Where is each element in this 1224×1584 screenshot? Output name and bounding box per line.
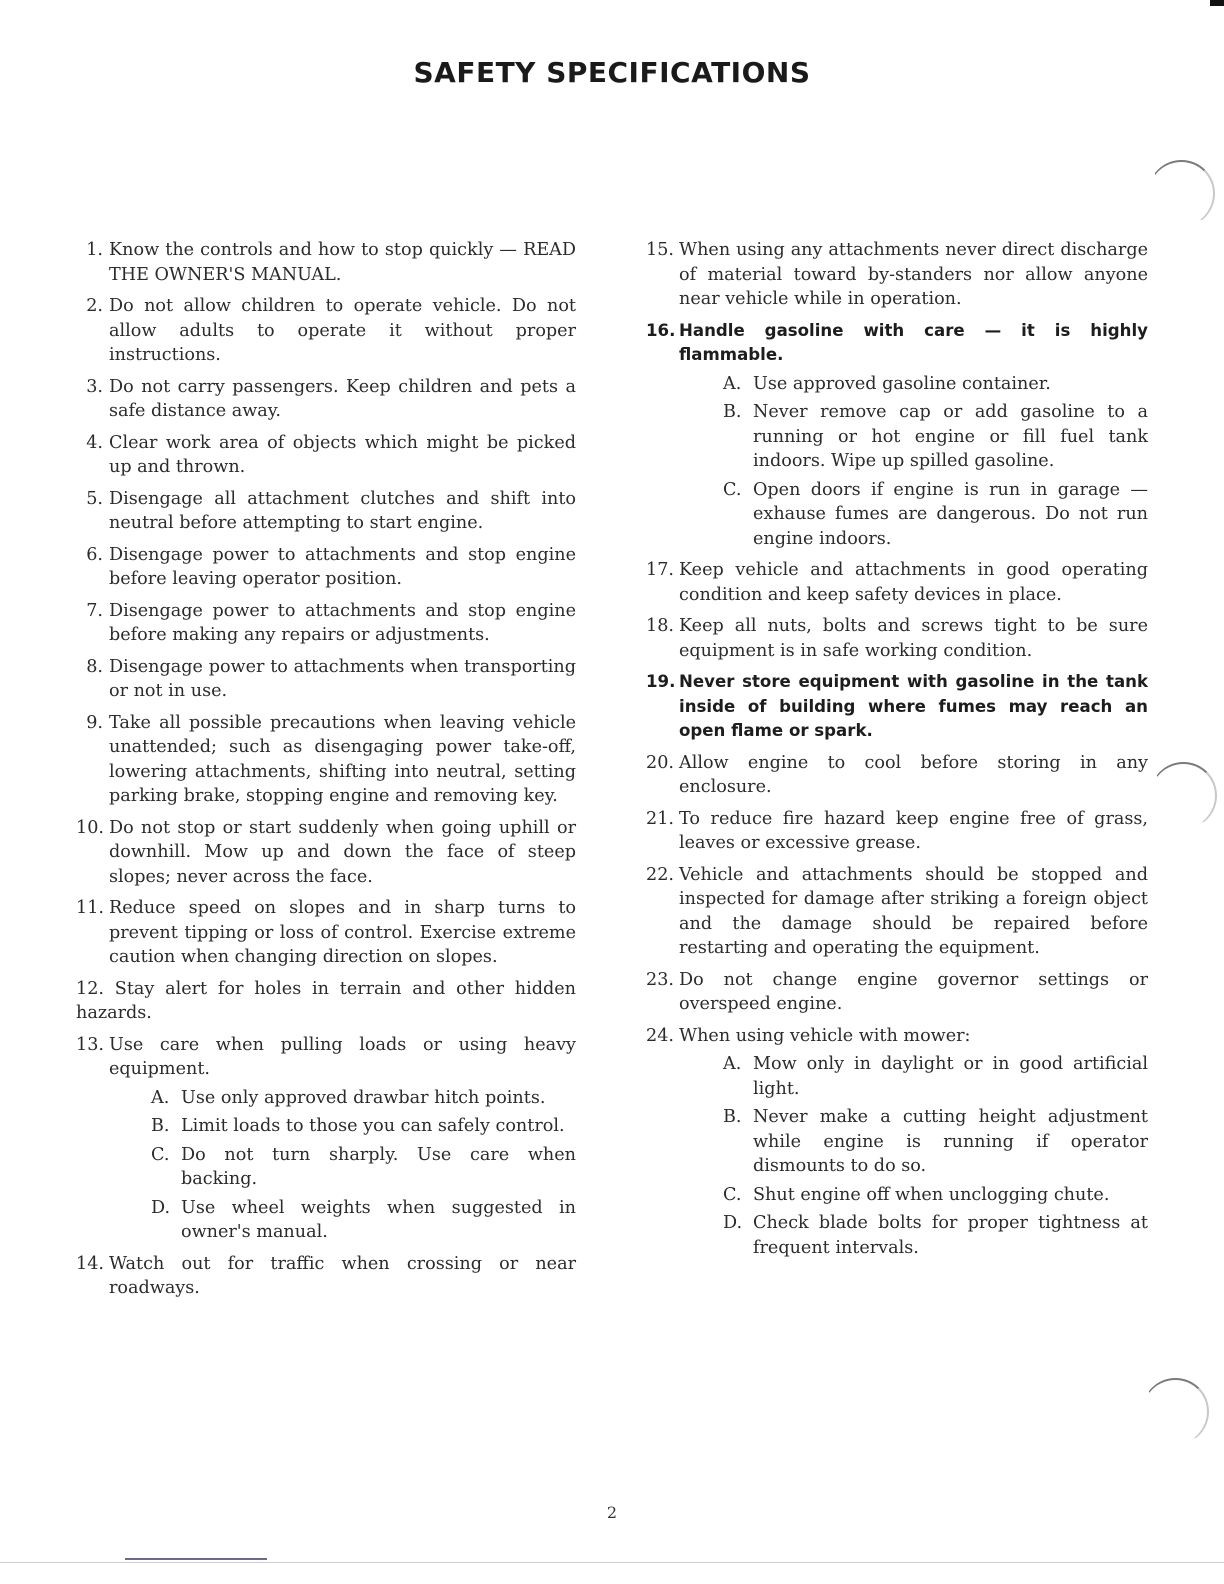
- safety-item-17: [646, 558, 1148, 607]
- sub-item-c: [151, 1143, 576, 1192]
- item-number: 6.: [86, 544, 103, 565]
- page-title: SAFETY SPECIFICATIONS: [413, 56, 811, 89]
- item-text: Do not stop or start suddenly when going uphill or downhill. Mow up and down the face of steep slopes; never across the face.: [109, 817, 576, 887]
- bottom-edge-line: [0, 1562, 1224, 1563]
- sub-item-letter: C.: [723, 479, 742, 500]
- safety-item-12: [76, 977, 576, 1026]
- item-text: Do not allow children to operate vehicle. Do not allow adults to operate it without proper instructions.: [109, 296, 576, 365]
- item-number: 16.: [646, 320, 676, 340]
- item-text: Keep all nuts, bolts and screws tight to be sure equipment is in safe working condition.: [679, 616, 1148, 661]
- item-text: Watch out for traffic when crossing or near roadways.: [109, 1253, 576, 1298]
- punch-hole-bottom: [1142, 1378, 1209, 1445]
- sub-item-a: [723, 1052, 1148, 1101]
- sub-item-list: [723, 372, 1148, 552]
- item-text: Disengage power to attachments and stop engine before making any repairs or adjustments.: [109, 600, 576, 645]
- safety-item-13: [76, 1033, 576, 1245]
- sub-item-text: Use only approved drawbar hitch points.: [181, 1087, 546, 1108]
- safety-item-15: [646, 238, 1148, 312]
- safety-item-16: [646, 319, 1148, 552]
- scan-corner-mark: [1210, 0, 1224, 6]
- item-number: 22.: [646, 864, 674, 885]
- item-text: Stay alert for holes in terrain and other hidden hazards.: [76, 978, 577, 1023]
- item-number: 5.: [86, 488, 103, 509]
- left-column: [76, 238, 576, 1308]
- sub-item-letter: D.: [151, 1197, 171, 1218]
- safety-item-3: [76, 375, 576, 424]
- item-number: 8.: [86, 656, 103, 677]
- item-text: Keep vehicle and attachments in good operating condition and keep safety devices in place.: [679, 560, 1148, 605]
- item-text: When using any attachments never direct discharge of material toward by-standers nor allow anyone near vehicle while in operation.: [679, 240, 1148, 309]
- item-number: 11.: [76, 898, 104, 918]
- item-text: Know the controls and how to stop quickly — READ THE OWNER'S MANUAL.: [109, 240, 576, 285]
- item-number: 17.: [646, 560, 674, 580]
- safety-item-5: [76, 487, 576, 536]
- sub-item-letter: A.: [151, 1087, 170, 1108]
- item-number: 9.: [86, 712, 103, 733]
- item-number: 15.: [646, 240, 674, 260]
- sub-item-letter: B.: [723, 402, 742, 422]
- safety-item-22: [646, 863, 1148, 961]
- safety-item-1: [76, 238, 576, 287]
- sub-item-text: Do not turn sharply. Use care when backing.: [181, 1144, 576, 1189]
- sub-item-c: [723, 1183, 1148, 1208]
- sub-item-a: [723, 372, 1148, 397]
- item-number: 21.: [646, 808, 674, 829]
- sub-item-text: Limit loads to those you can safely control.: [181, 1116, 565, 1136]
- sub-item-text: Never remove cap or add gasoline to a running or hot engine or fill fuel tank indoors. Wipe up spilled gasoline.: [753, 402, 1148, 471]
- item-text: Do not carry passengers. Keep children and pets a safe distance away.: [109, 376, 576, 421]
- sub-item-text: Shut engine off when unclogging chute.: [753, 1184, 1110, 1205]
- item-text: Disengage all attachment clutches and shift into neutral before attempting to start engine.: [109, 488, 576, 533]
- safety-item-19: [646, 670, 1148, 744]
- item-text: Disengage power to attachments when transporting or not in use.: [109, 656, 576, 701]
- item-text: Reduce speed on slopes and in sharp turns to prevent tipping or loss of control. Exercise extreme caution when changing direction on slopes.: [109, 898, 576, 967]
- item-number: 19.: [646, 672, 676, 691]
- item-text: Take all possible precautions when leaving vehicle unattended; such as disengaging power take-off, lowering attachments, shifting into neutral, setting parking brake, stopping engine and removing key.: [109, 712, 576, 806]
- sub-item-d: [723, 1211, 1148, 1260]
- sub-item-c: [723, 478, 1148, 552]
- safety-item-18: [646, 614, 1148, 663]
- item-text: Never store equipment with gasoline in the tank inside of building where fumes may reach an open flame or spark.: [679, 672, 1148, 740]
- item-text: Vehicle and attachments should be stopped and inspected for damage after striking a foreign object and the damage should be repaired before restarting and operating the equipment.: [679, 864, 1148, 958]
- safety-item-21: [646, 807, 1148, 856]
- safety-item-2: [76, 294, 576, 368]
- right-column: [646, 238, 1148, 1267]
- item-number: 2.: [86, 296, 103, 316]
- item-number: 14.: [76, 1253, 104, 1274]
- sub-item-a: [151, 1086, 576, 1111]
- item-number: 13.: [76, 1034, 104, 1055]
- page-number: 2: [606, 1503, 618, 1522]
- sub-item-b: [723, 1105, 1148, 1179]
- item-text: Use care when pulling loads or using heavy equipment.: [109, 1034, 576, 1079]
- item-number: 10.: [76, 817, 104, 838]
- safety-item-10: [76, 816, 576, 890]
- safety-item-8: [76, 655, 576, 704]
- item-text: When using vehicle with mower:: [679, 1025, 971, 1046]
- sub-item-text: Use wheel weights when suggested in owner's manual.: [181, 1197, 576, 1242]
- sub-item-letter: B.: [723, 1107, 742, 1127]
- safety-item-9: [76, 711, 576, 809]
- sub-item-list: [151, 1086, 576, 1245]
- item-number: 3.: [86, 376, 103, 397]
- safety-item-11: [76, 896, 576, 970]
- item-number: 24.: [646, 1025, 674, 1046]
- sub-item-letter: A.: [723, 1054, 742, 1074]
- item-number: 23.: [646, 969, 674, 990]
- sub-item-text: Mow only in daylight or in good artificial light.: [753, 1054, 1148, 1099]
- sub-item-text: Check blade bolts for proper tightness at frequent intervals.: [753, 1213, 1148, 1258]
- safety-item-20: [646, 751, 1148, 800]
- sub-item-letter: A.: [723, 373, 742, 394]
- item-text: Handle gasoline with care — it is highly flammable.: [679, 320, 1148, 364]
- safety-item-24: [646, 1024, 1148, 1261]
- item-number: 20.: [646, 752, 674, 773]
- sub-item-b: [151, 1114, 576, 1139]
- sub-item-text: Never make a cutting height adjustment while engine is running if operator dismounts to do so.: [753, 1107, 1148, 1176]
- item-text: Disengage power to attachments and stop engine before leaving operator position.: [109, 544, 576, 589]
- item-text: Do not change engine governor settings or overspeed engine.: [679, 969, 1148, 1014]
- item-number: 4.: [86, 432, 103, 453]
- safety-item-14: [76, 1252, 576, 1301]
- sub-item-d: [151, 1196, 576, 1245]
- punch-hole-top: [1148, 160, 1215, 227]
- safety-item-4: [76, 431, 576, 480]
- sub-item-letter: C.: [151, 1144, 170, 1165]
- item-text: To reduce fire hazard keep engine free of grass, leaves or excessive grease.: [679, 808, 1148, 853]
- item-number: 18.: [646, 616, 674, 636]
- safety-item-7: [76, 599, 576, 648]
- item-text: Allow engine to cool before storing in any enclosure.: [679, 752, 1148, 797]
- item-number: 7.: [86, 600, 103, 621]
- sub-item-letter: B.: [151, 1116, 170, 1136]
- sub-item-text: Open doors if engine is run in garage — exhause fumes are dangerous. Do not run engine indoors.: [753, 479, 1148, 549]
- bottom-edge-mark: [125, 1558, 267, 1560]
- item-number: 12.: [76, 978, 104, 999]
- sub-item-list: [723, 1052, 1148, 1260]
- sub-item-letter: D.: [723, 1213, 743, 1233]
- safety-item-6: [76, 543, 576, 592]
- item-number: 1.: [86, 240, 103, 260]
- sub-item-text: Use approved gasoline container.: [753, 373, 1051, 394]
- item-text: Clear work area of objects which might be picked up and thrown.: [109, 432, 576, 477]
- sub-item-b: [723, 400, 1148, 474]
- safety-item-23: [646, 968, 1148, 1017]
- punch-hole-middle: [1150, 762, 1217, 829]
- sub-item-letter: C.: [723, 1184, 742, 1205]
